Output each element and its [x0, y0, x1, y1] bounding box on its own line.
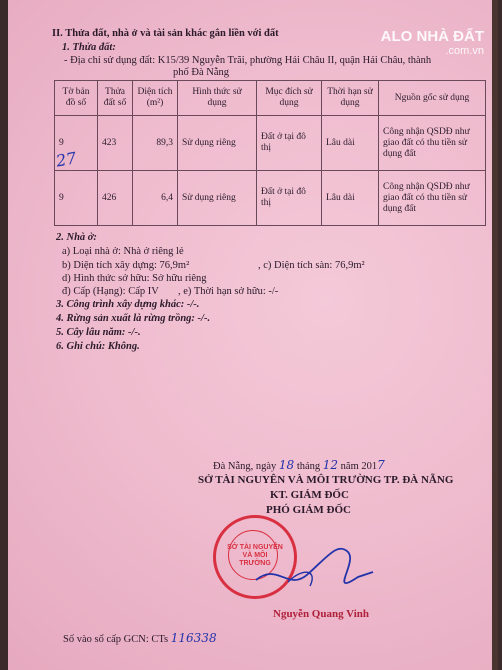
item-notes: 6. Ghi chú: Không. — [56, 341, 140, 352]
col-nguon-goc: Nguồn gốc sử dụng — [379, 81, 486, 116]
table-row — [55, 171, 486, 226]
deputy-director: PHÓ GIÁM ĐỐC — [266, 504, 351, 516]
watermark-brand: ALO NHÀ ĐẤT — [380, 28, 484, 45]
date-year: 7 — [377, 458, 385, 472]
house-build-area: b) Diện tích xây dựng: 76,9m² — [62, 260, 190, 271]
date-prefix: Đà Nẵng, ngày — [213, 461, 277, 472]
land-heading: 1. Thửa đất: — [62, 42, 116, 53]
kt-director: KT. GIÁM ĐỐC — [270, 489, 349, 501]
house-grade: đ) Cấp (Hạng): Cấp IV — [62, 286, 159, 297]
cell-nguon-goc: Công nhận QSDĐ như giao đất có thu tiền sử dụng đất — [379, 171, 486, 226]
item-other-construction: 3. Công trình xây dựng khác: -/-. — [56, 299, 200, 310]
cell-thoi-han: Lâu dài — [322, 171, 379, 226]
cell-dien-tich: 6,4 — [133, 171, 178, 226]
cell-thoi-han: Lâu dài — [322, 116, 379, 171]
item-perennial-trees: 5. Cây lâu năm: -/-. — [56, 327, 141, 338]
signer-name: Nguyễn Quang Vinh — [273, 608, 369, 620]
cell-thua: 423 — [98, 116, 133, 171]
watermark-domain: .com.vn — [445, 45, 484, 57]
date-day: 18 — [278, 458, 295, 472]
item-production-forest: 4. Rừng sản xuất là rừng trồng: -/-. — [56, 313, 211, 324]
section-title: II. Thửa đất, nhà ở và tài sản khác gắn liền với đất — [52, 28, 279, 39]
cell-hinh-thuc: Sử dụng riêng — [178, 116, 257, 171]
cell-to-ban-do: 9 — [55, 171, 98, 226]
handwritten-mark: 27 — [54, 148, 78, 171]
col-hinh-thuc: Hình thức sử dụng — [178, 81, 257, 116]
cell-dien-tich: 89,3 — [133, 116, 178, 171]
col-thoi-han: Thời hạn sử dụng — [322, 81, 379, 116]
gcn-label: Số vào sổ cấp GCN: CTs — [63, 634, 169, 645]
house-ownership: d) Hình thức sở hữu: Sở hữu riêng — [62, 273, 207, 284]
col-to-ban-do: Tờ bản đồ số — [55, 81, 98, 116]
date-month-label: tháng — [296, 461, 321, 472]
cell-nguon-goc: Công nhận QSDĐ như giao đất có thu tiền sử dụng đất — [379, 116, 486, 171]
watermark-logo — [381, 28, 484, 57]
house-type: a) Loại nhà ở: Nhà ở riêng lẻ — [62, 246, 184, 257]
seal-text: SỞ TÀI NGUYÊN VÀ MÔI TRƯỜNG — [227, 544, 283, 567]
page-edge — [492, 0, 498, 670]
house-term: , e) Thời hạn sở hữu: -/- — [178, 286, 279, 297]
cell-thua: 426 — [98, 171, 133, 226]
date-year-label: năm 201 — [340, 461, 378, 472]
house-floor-area: , c) Diện tích sàn: 76,9m² — [258, 260, 365, 271]
col-thua-dat: Thửa đất số — [98, 81, 133, 116]
signature — [248, 522, 378, 602]
table-row — [55, 116, 486, 171]
house-heading: 2. Nhà ở: — [56, 232, 97, 243]
cell-muc-dich: Đất ở tại đô thị — [257, 171, 322, 226]
land-address: - Địa chỉ sử dụng đất: K15/39 Nguyễn Trãi, phường Hải Châu II, quận Hải Châu, thành — [64, 55, 432, 66]
table-header-row — [55, 81, 486, 116]
cell-to-ban-do: 9 — [55, 116, 98, 171]
issuing-authority: SỞ TÀI NGUYÊN VÀ MÔI TRƯỜNG TP. ĐÀ NẴNG — [198, 474, 454, 486]
land-address-line2: phố Đà Nẵng — [173, 67, 229, 78]
col-muc-dich: Mục đích sử dụng — [257, 81, 322, 116]
gcn-entry — [63, 631, 217, 645]
land-table — [54, 80, 486, 226]
cell-hinh-thuc: Sử dụng riêng — [178, 171, 257, 226]
gcn-number: 116338 — [170, 631, 217, 645]
col-dien-tich: Diện tích (m²) — [133, 81, 178, 116]
date-month: 12 — [322, 458, 339, 472]
certificate-page — [8, 0, 498, 670]
cell-muc-dich: Đất ở tại đô thị — [257, 116, 322, 171]
issue-date — [213, 458, 385, 472]
